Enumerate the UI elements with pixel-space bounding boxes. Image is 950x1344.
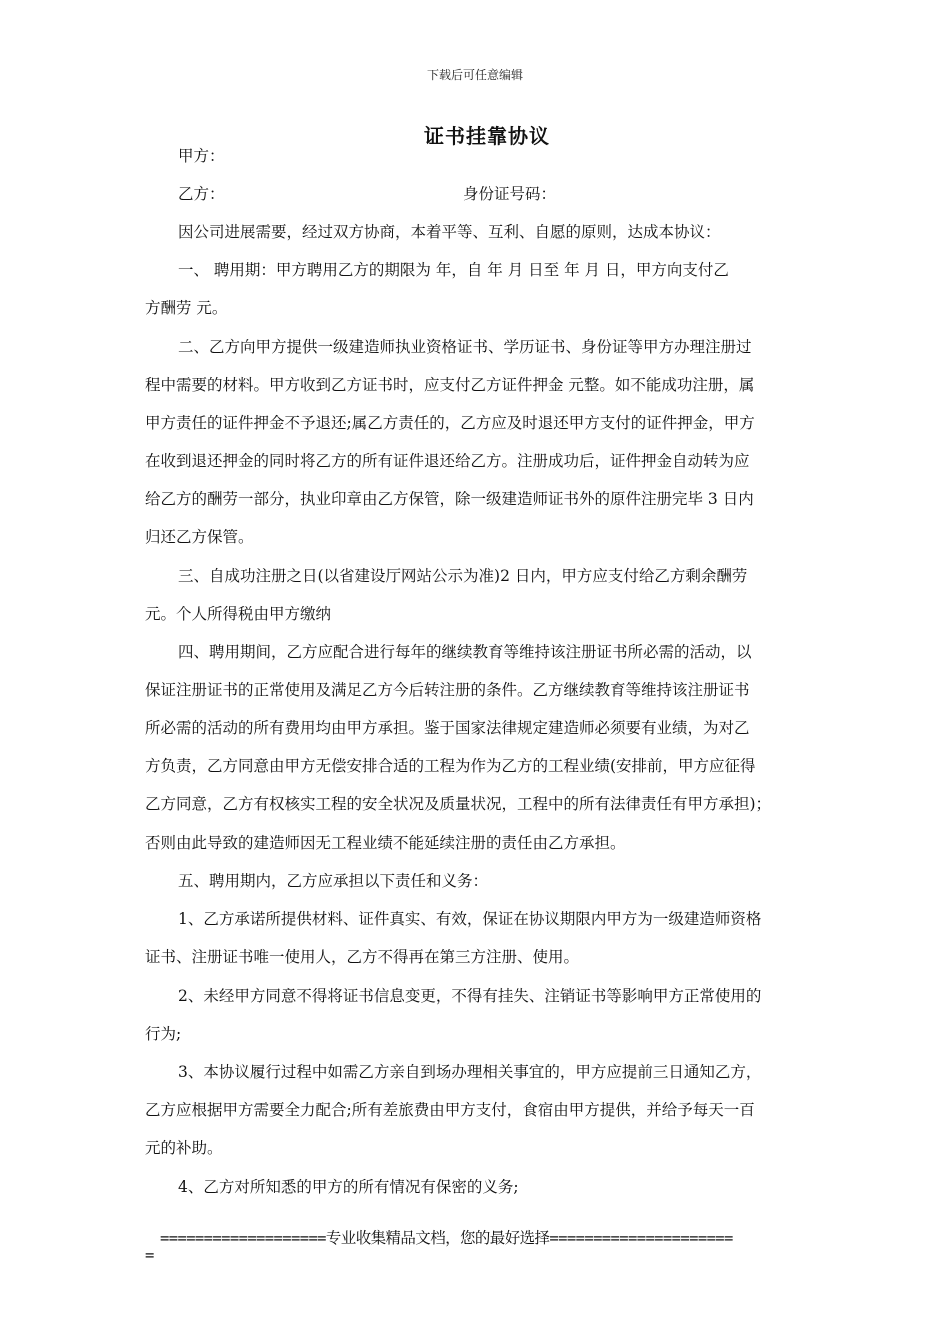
clause-5-3-line: 元的补助。 [145, 1139, 223, 1157]
clause-2-line: 二、乙方向甲方提供一级建造师执业资格证书、学历证书、身份证等甲方办理注册过 [178, 338, 752, 356]
clause-2-line: 甲方责任的证件押金不予退还;属乙方责任的，乙方应及时退还甲方支付的证件押金，甲方 [145, 414, 755, 432]
clause-5-3-line: 乙方应根据甲方需要全力配合;所有差旅费由甲方支付，食宿由甲方提供，并给予每天一百 [145, 1101, 755, 1119]
clause-5-4-line: 4、乙方对所知悉的甲方的所有情况有保密的义务; [178, 1178, 519, 1196]
clause-2-line: 在收到退还押金的同时将乙方的所有证件退还给乙方。注册成功后，证件押金自动转为应 [145, 452, 750, 470]
clause-3-line: 元。个人所得税由甲方缴纳 [145, 605, 332, 623]
clause-1-line: 方酬劳 元。 [145, 299, 228, 317]
footer-banner: ===================专业收集精品文档，您的最好选择===================== [160, 1229, 733, 1247]
party-b-label: 乙方： [178, 185, 225, 203]
clause-4-line: 保证注册证书的正常使用及满足乙方今后转注册的条件。乙方继续教育等维持该注册证书 [145, 681, 750, 699]
document-title: 证书挂靠协议 [424, 124, 550, 148]
clause-2-line: 给乙方的酬劳一部分，执业印章由乙方保管，除一级建造师证书外的原件注册完毕 3 日内 [145, 490, 754, 508]
clause-4-line: 所必需的活动的所有费用均由甲方承担。鉴于国家法律规定建造师必须要有业绩，为对乙 [145, 719, 750, 737]
clause-3-line: 三、自成功注册之日(以省建设厅网站公示为准)2 日内，甲方应支付给乙方剩余酬劳 [178, 567, 748, 585]
clause-5-1-line: 证书、注册证书唯一使用人，乙方不得再在第三方注册、使用。 [145, 948, 580, 966]
clause-4-line: 乙方同意，乙方有权核实工程的安全状况及质量状况，工程中的所有法律责任有甲方承担)； [145, 795, 772, 813]
intro-paragraph: 因公司进展需要，经过双方协商，本着平等、互利、自愿的原则，达成本协议： [178, 223, 721, 241]
clause-4-line: 四、聘用期间，乙方应配合进行每年的继续教育等维持该注册证书所必需的活动，以 [178, 643, 752, 661]
clause-2-line: 程中需要的材料。甲方收到乙方证书时，应支付乙方证件押金 元整。如不能成功注册，属 [145, 376, 755, 394]
clause-2-line: 归还乙方保管。 [145, 528, 254, 546]
party-a-label: 甲方： [178, 147, 225, 165]
clause-5-2-line: 2、未经甲方同意不得将证书信息变更，不得有挂失、注销证书等影响甲方正常使用的 [178, 987, 762, 1005]
clause-5-3-line: 3、本协议履行过程中如需乙方亲自到场办理相关事宜的，甲方应提前三日通知乙方， [178, 1063, 762, 1081]
header-note: 下载后可任意编辑 [426, 68, 523, 82]
clause-1-line: 一、 聘用期：甲方聘用乙方的期限为 年，自 年 月 日至 年 月 日，甲方向支付乙 [178, 261, 729, 279]
clause-5-2-line: 行为; [145, 1025, 182, 1043]
clause-4-line: 方负责，乙方同意由甲方无偿安排合适的工程为作为乙方的工程业绩(安排前，甲方应征得 [145, 757, 756, 775]
clause-4-line: 否则由此导致的建造师因无工程业绩不能延续注册的责任由乙方承担。 [145, 834, 626, 852]
footer-banner-tail: = [145, 1246, 154, 1264]
id-number-label: 身份证号码： [463, 185, 557, 203]
clause-5-1-line: 1、乙方承诺所提供材料、证件真实、有效，保证在协议期限内甲方为一级建造师资格 [178, 910, 762, 928]
clause-5-heading: 五、聘用期内，乙方应承担以下责任和义务： [178, 872, 489, 890]
